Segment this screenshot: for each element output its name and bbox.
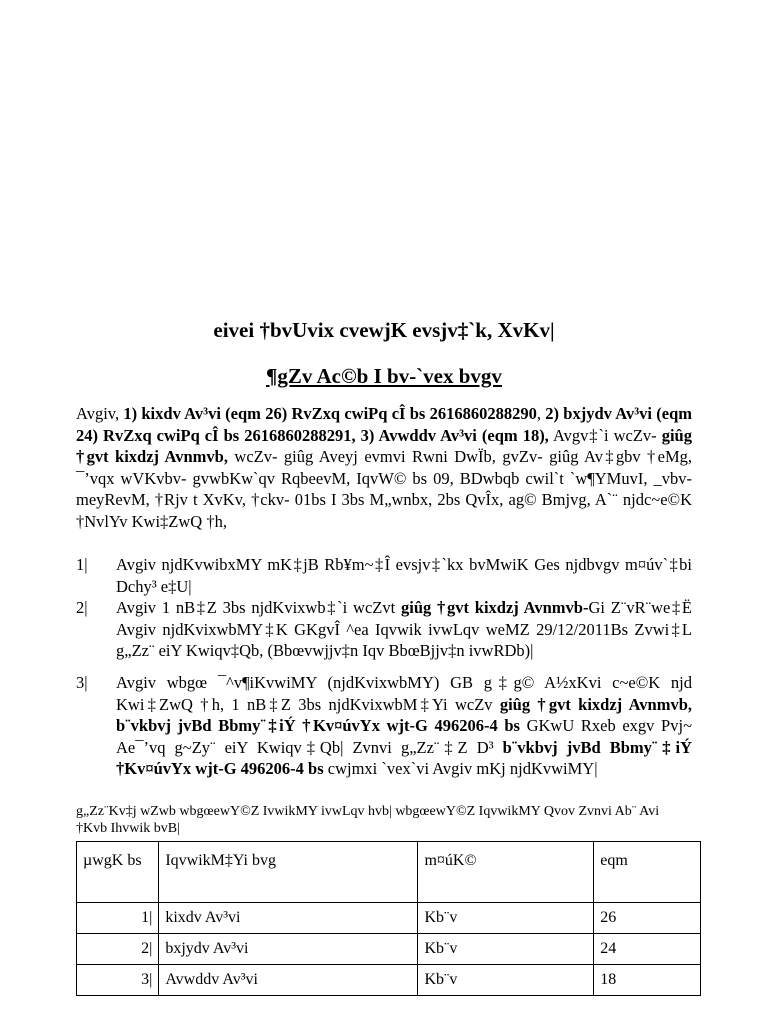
table-cell: Avwddv Av³vi [159, 965, 418, 996]
list-item-text [116, 597, 692, 662]
table-cell: 24 [594, 934, 701, 965]
table-cell: 18 [594, 965, 701, 996]
list-item-bold-part: giûg †gvt kixdzj Avnmvb, b¨vkbvj jvBd Bbmy¨‡iÝ †Kv¤úvYx wjt-G 496206-4 bs [116, 694, 692, 735]
table-cell: 3| [77, 965, 159, 996]
list-item-text-part: Avgiv 1 nB‡Z 3bs njdKvixwb‡`i wcZvt [116, 598, 401, 617]
heirs-note: g„Zz¨Kv‡j wZwb wbgœewY©Z IvwikMY ivwLqv hvb| wbgœewY©Z IqvwikMY Qvov Zvnvi Ab¨ Avi †Kvb Ihvwik bvB| [76, 804, 660, 836]
list-item [76, 554, 692, 597]
intro-text-2: , [536, 404, 546, 423]
list-item-number: 3| [76, 673, 88, 692]
table-header-row [77, 842, 701, 903]
intro-text-1: Avgiv, [76, 404, 124, 423]
list-item-number: 2| [76, 598, 88, 617]
table-cell: Kb¨v [418, 903, 594, 934]
list-item [76, 672, 692, 780]
table-cell: Kb¨v [418, 934, 594, 965]
table-cell: kixdv Av³vi [159, 903, 418, 934]
table-header-cell: µwgK bs [77, 842, 159, 903]
list-item-text [116, 672, 692, 780]
heirs-table [76, 841, 701, 996]
table-cell: 1| [77, 903, 159, 934]
list-item-text-part: Avgiv wbgœ ¯^v¶iKvwiMY (njdKvixwbMY) GB g‡g© A½xKvi c~e©K njd Kwi‡ZwQ †h, 1 nB‡Z 3bs njdKvixwbM‡Yi wcZv [116, 673, 692, 714]
table-header-cell: m¤úK© [418, 842, 594, 903]
intro-paragraph [76, 403, 692, 532]
table-cell: Kb¨v [418, 965, 594, 996]
table-row [77, 934, 701, 965]
intro-text-3: Avgv‡`i wcZv- [548, 425, 662, 445]
table-header-cell: eqm [594, 842, 701, 903]
list-item-text-part: GKwU Rxeb exgv Pvj~ Ae¯’vq g~Zy¨ eiY Kwiqv‡Qb| Zvnvi g„Zz¨‡Z D³ [116, 716, 692, 757]
list-item-text-part: Avgiv njdKvwibxMY mK‡jB Rb¥m~‡Î evsjv‡`kx bvMwiK Ges njdbvgv m¤úv`‡bi Dchy³ e‡U| [116, 555, 692, 596]
table-row [77, 965, 701, 996]
list-item [76, 597, 692, 662]
list-item-bold-part: giûg †gvt kixdzj Avnmvb- [401, 598, 589, 617]
list-item-text-part: cwjmxi `vex`vi Avgiv mKj njdKvwiMY| [323, 759, 598, 778]
intro-text-4: wcZv- giûg Aveyj evmvi Rwni DwÏb, gvZv- giûg Av‡gbv †eMg, ¯’vqx wVKvbv- gvwbKw`qv RqbeevM, IqvW© bs 09, BDwbqb cwil`t `w¶YMuvI, _vbv- meyRevM, †Rjv t XvKv, †ckv- 01bs I 3bs M„wnbx, 2bs QvÎx, ag© Bmjvg, A`¨ njdc~e©K †NvlYv Kwi‡ZwQ †h, [76, 447, 692, 531]
intro-bold-3: giûg †gvt kixdzj Avnmvb, [76, 425, 692, 466]
list-item-text [116, 554, 692, 597]
document-title: eivei †bvUvix cvewjK evsjv‡`k, XvKv| [213, 318, 555, 342]
table-cell: bxjydv Av³vi [159, 934, 418, 965]
table-row [77, 903, 701, 934]
table-cell: 26 [594, 903, 701, 934]
intro-bold-1: 1) kixdv Av³vi (eqm 26) RvZxq cwiPq cÎ bs 2616860288290 [123, 404, 537, 423]
document-subtitle: ¶gZv Ac©b I bv-`vex bvgv [266, 364, 502, 388]
table-header-cell: IqvwikM‡Yi bvg [159, 842, 418, 903]
list-item-number: 1| [76, 555, 88, 574]
intro-bold-2: 2) bxjydv Av³vi (eqm 24) RvZxq cwiPq cÎ bs 2616860288291, 3) Avwddv Av³vi (eqm 18), [76, 404, 692, 445]
list-item-text-part: Gi Z¨vR¨we‡Ë Avgiv njdKvixwbMY‡K GKgvÎ ^ea Iqvwik ivwLqv weMZ 29/12/2011Bs Zvwi‡L g„Zz¨ eiY Kwiqv‡Qb, (Bbœvwjjv‡n Iqv BbœBjjv‡n ivwRDb)| [116, 598, 692, 660]
table-cell: 2| [77, 934, 159, 965]
list-item-bold-part: b¨vkbvj jvBd Bbmy¨‡iÝ †Kv¤úvYx wjt-G 496206-4 bs [116, 737, 692, 778]
